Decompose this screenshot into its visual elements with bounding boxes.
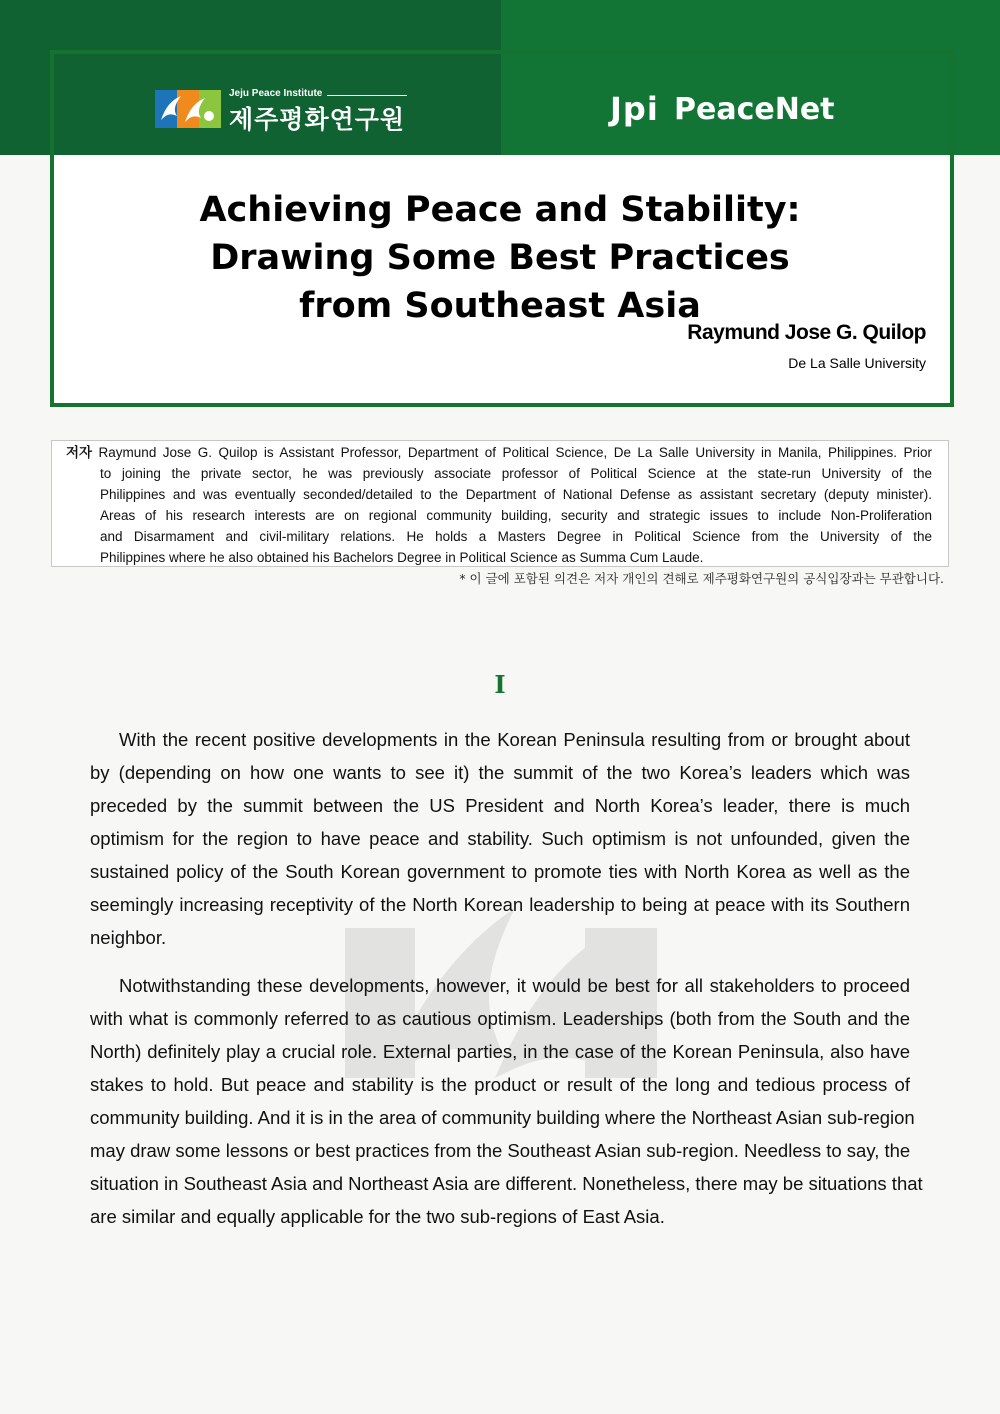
section-number: I bbox=[494, 670, 506, 699]
paragraph-2 bbox=[90, 969, 923, 1233]
paragraph-1 bbox=[90, 723, 910, 954]
bio-line: and Disarmament and civil-military relations. He holds a Masters Degree in Political Science from the University of the bbox=[100, 529, 932, 544]
jpi-mark: Jpi bbox=[610, 90, 659, 128]
title-line: from Southeast Asia bbox=[299, 286, 701, 326]
institute-name-underline bbox=[327, 95, 407, 96]
text-line: preceded by the summit between the US President and North Korea’s leader, there is much bbox=[90, 795, 910, 816]
page-title bbox=[100, 186, 900, 330]
author-affiliation: De La Salle University bbox=[788, 355, 926, 371]
text-line: seemingly increasing receptivity of the North Korean leadership to being at peace with its Southern bbox=[90, 894, 910, 915]
text-line: With the recent positive developments in the Korean Peninsula resulting from or brought about bbox=[119, 729, 910, 750]
bio-line: Philippines and was eventually seconded/detailed to the Department of National Defense as assistant secretary (deputy minister). bbox=[100, 487, 932, 502]
bio-line bbox=[66, 442, 932, 463]
text-line: may draw some lessons or best practices from the Southeast Asian sub-region. Needless to say, the bbox=[90, 1140, 911, 1161]
bio-line: Areas of his research interests are on regional community building, security and strategic issues to include Non-Proliferation bbox=[100, 508, 932, 523]
title-line: Drawing Some Best Practices bbox=[210, 238, 790, 278]
institute-emblem-icon bbox=[155, 90, 221, 128]
text-line: stakes to hold. But peace and stability is the product or result of the long and tedious process of bbox=[90, 1074, 910, 1095]
text-line: community building. And it is in the area of community building where the Northeast Asian sub-region bbox=[90, 1107, 915, 1128]
institute-name-ko: 제주평화연구원 bbox=[229, 105, 406, 134]
author-name: Raymund Jose G. Quilop bbox=[687, 321, 926, 344]
peacenet-logo bbox=[610, 90, 850, 126]
text-line: Notwithstanding these developments, however, it would be best for all stakeholders to proceed bbox=[119, 975, 910, 996]
bio-line-text: Raymund Jose G. Quilop is Assistant Professor, Department of Political Science, De La Salle University in Manila, Philippines. Prior bbox=[98, 445, 932, 460]
peacenet-wordmark: PeaceNet bbox=[674, 92, 835, 127]
text-line: with what is commonly referred to as cautious optimism. Leaderships (both from the South and the bbox=[90, 1008, 910, 1029]
bio-line: Philippines where he also obtained his Bachelors Degree in Political Science as Summa Cum Laude. bbox=[100, 550, 704, 565]
bio-line: to joining the private sector, he was previously associate professor of Political Science at the state-run University of the bbox=[100, 466, 932, 481]
author-bio bbox=[66, 442, 932, 568]
jeju-peace-institute-logo bbox=[155, 88, 406, 134]
text-line: situation in Southeast Asia and Northeast Asia are different. Nonetheless, there may be situations that bbox=[90, 1173, 923, 1194]
text-line: are similar and equally applicable for the two sub-regions of East Asia. bbox=[90, 1206, 665, 1227]
bio-label: 저자 bbox=[66, 445, 93, 460]
text-line: neighbor. bbox=[90, 927, 167, 948]
text-line: optimism for the region to have peace and stability. Such optimism is not unfounded, given the bbox=[90, 828, 910, 849]
institute-name-en: Jeju Peace Institute bbox=[229, 88, 323, 99]
text-line: sustained policy of the South Korean government to promote ties with North Korea as well as the bbox=[90, 861, 910, 882]
text-line: North) definitely play a crucial role. External parties, in the case of the Korean Peninsula, also have bbox=[90, 1041, 910, 1062]
disclaimer: * 이 글에 포함된 의견은 저자 개인의 견해로 제주평화연구원의 공식입장과는 무관합니다. bbox=[459, 571, 944, 586]
text-line: by (depending on how one wants to see it) the summit of the two Korea’s leaders which was bbox=[90, 762, 910, 783]
title-line: Achieving Peace and Stability: bbox=[199, 190, 801, 230]
